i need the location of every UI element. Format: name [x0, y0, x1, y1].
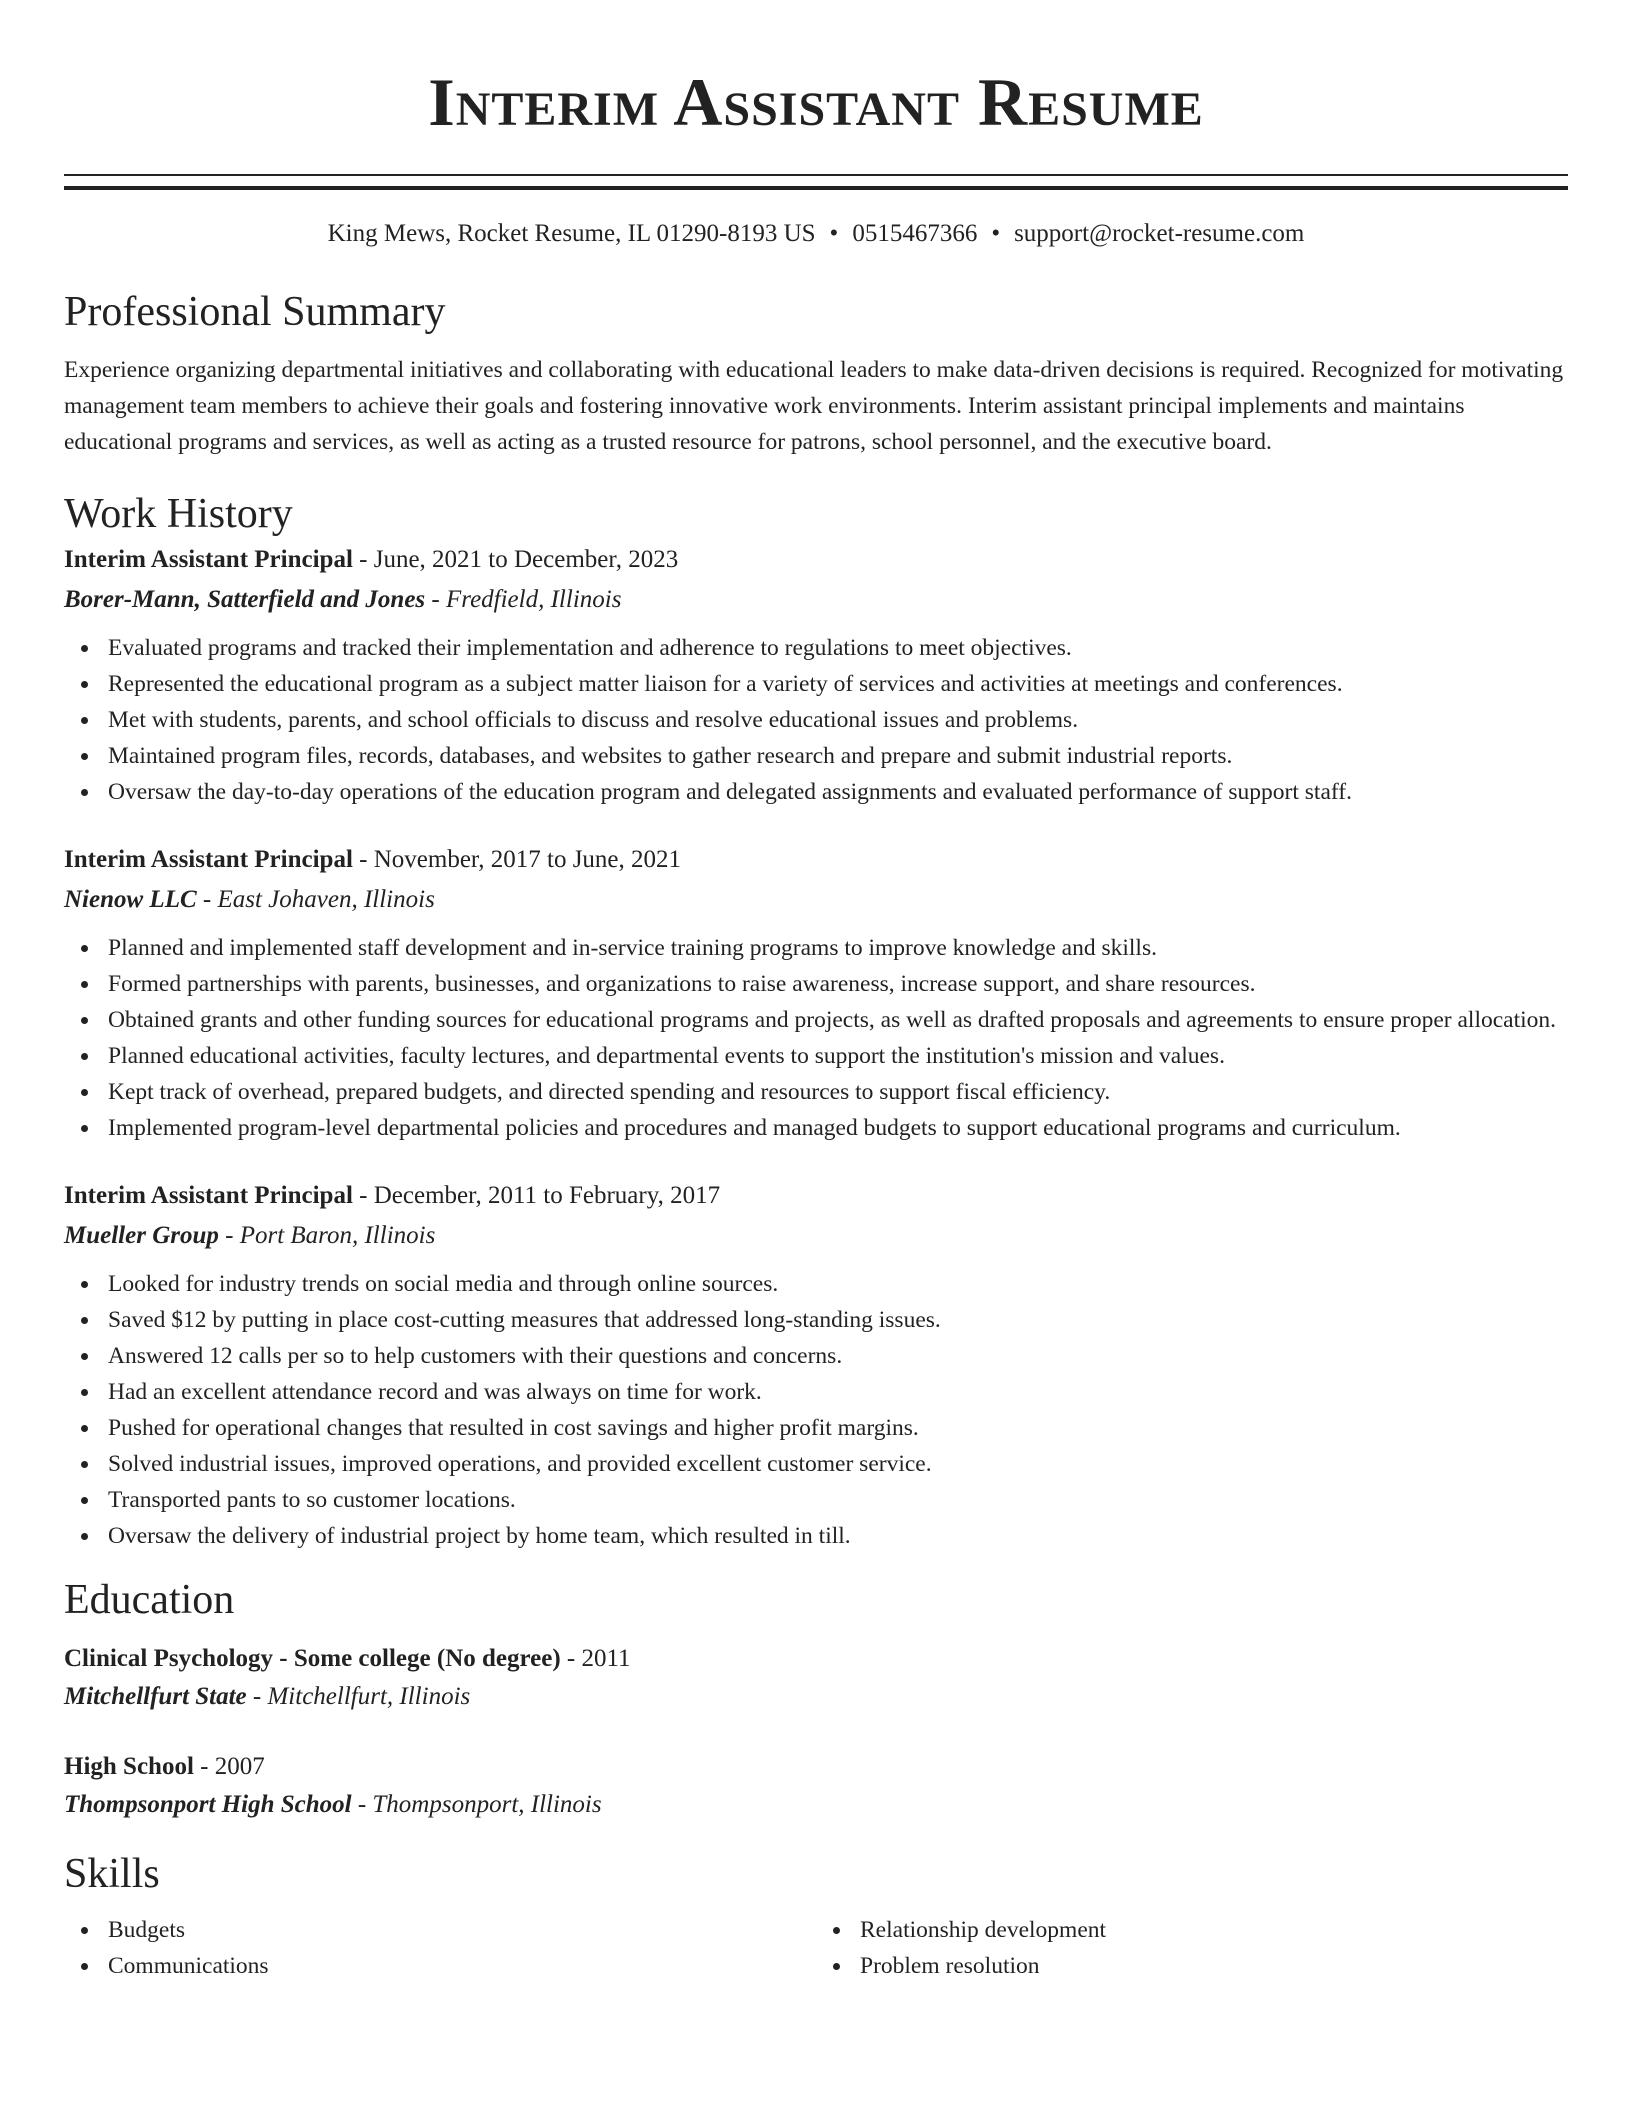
education-school-line	[64, 1786, 1568, 1824]
education-school-line	[64, 1678, 1568, 1716]
job-location: - Fredfield, Illinois	[425, 586, 622, 613]
job-dates: - June, 2021 to December, 2023	[352, 546, 679, 573]
job-bullet: Evaluated programs and tracked their implementation and adherence to regulations to meet objectives.	[108, 630, 1568, 666]
skill-item: Budgets	[108, 1912, 816, 1948]
education-degree: Clinical Psychology - Some college (No degree)	[64, 1645, 561, 1672]
job-bullet: Oversaw the day-to-day operations of the education program and delegated assignments and evaluated performance of support staff.	[108, 774, 1568, 810]
job-bullet: Transported pants to so customer locations.	[108, 1482, 1568, 1518]
contact-address: King Mews, Rocket Resume, IL 01290-8193 US	[327, 220, 816, 247]
job-bullet: Obtained grants and other funding sources for educational programs and projects, as well as drafted proposals and agreements to ensure proper allocation.	[108, 1002, 1568, 1038]
summary-heading: Professional Summary	[64, 289, 446, 335]
education-location: - Mitchellfurt, Illinois	[246, 1683, 471, 1710]
contact-line	[64, 218, 1568, 250]
job-bullet: Pushed for operational changes that resulted in cost savings and higher profit margins.	[108, 1410, 1568, 1446]
job-header	[64, 840, 1568, 880]
job-bullet: Had an excellent attendance record and was always on time for work.	[108, 1374, 1568, 1410]
job-bullet: Represented the educational program as a subject matter liaison for a variety of services and activities at meetings and conferences.	[108, 666, 1568, 702]
education-entry	[64, 1748, 1568, 1824]
job-location: - East Johaven, Illinois	[196, 886, 435, 913]
job-bullet: Met with students, parents, and school officials to discuss and resolve educational issues and problems.	[108, 702, 1568, 738]
resume-title: Interim Assistant Resume	[428, 64, 1204, 140]
contact-separator: •	[829, 220, 839, 247]
job-bullet: Answered 12 calls per so to help customers with their questions and concerns.	[108, 1338, 1568, 1374]
job-title: Interim Assistant Principal	[64, 546, 353, 573]
education-location: - Thompsonport, Illinois	[351, 1791, 602, 1818]
education-school: Mitchellfurt State	[64, 1683, 247, 1710]
summary-text: Experience organizing departmental initiatives and collaborating with educational leaders to make data-driven decisions is required. Recognized for motivating management team members to achieve their goals and fostering innovative work environments. Interim assistant principal implements and maintains educational programs and services, as well as acting as a trusted resource for patrons, school personnel, and the executive board.	[64, 357, 1564, 455]
skills-column-left	[64, 1912, 816, 1984]
job-bullet: Oversaw the delivery of industrial project by home team, which resulted in till.	[108, 1518, 1568, 1554]
job-header	[64, 1176, 1568, 1216]
skill-item: Relationship development	[860, 1912, 1568, 1948]
job-company: Nienow LLC	[64, 886, 197, 913]
job-header	[64, 540, 1568, 580]
job-bullet: Kept track of overhead, prepared budgets, and directed spending and resources to support fiscal efficiency.	[108, 1074, 1568, 1110]
education-year: - 2007	[193, 1753, 265, 1780]
education-degree: High School	[64, 1753, 194, 1780]
job-bullets	[64, 1266, 1568, 1554]
education-header	[64, 1640, 1568, 1678]
job-company: Borer-Mann, Satterfield and Jones	[64, 586, 426, 613]
job-bullet: Saved $12 by putting in place cost-cutting measures that addressed long-standing issues.	[108, 1302, 1568, 1338]
education-entry	[64, 1640, 1568, 1716]
skills-column-right	[816, 1912, 1568, 1984]
job-company: Mueller Group	[64, 1222, 219, 1249]
work-history-heading: Work History	[64, 491, 293, 537]
job-title: Interim Assistant Principal	[64, 846, 353, 873]
skill-item: Communications	[108, 1948, 816, 1984]
title-double-rule	[64, 174, 1568, 190]
job-company-line	[64, 1216, 1568, 1256]
job-bullets	[64, 630, 1568, 810]
job-bullet: Implemented program-level departmental policies and procedures and managed budgets to support educational programs and curriculum.	[108, 1110, 1568, 1146]
job-company-line	[64, 880, 1568, 920]
job-title: Interim Assistant Principal	[64, 1182, 353, 1209]
job-bullet: Planned and implemented staff development and in-service training programs to improve knowledge and skills.	[108, 930, 1568, 966]
education-header	[64, 1748, 1568, 1786]
contact-email: support@rocket-resume.com	[1014, 220, 1305, 247]
job-dates: - December, 2011 to February, 2017	[352, 1182, 721, 1209]
job-bullet: Planned educational activities, faculty lectures, and departmental events to support the institution's mission and values.	[108, 1038, 1568, 1074]
job-company-line	[64, 580, 1568, 620]
job-bullets	[64, 930, 1568, 1146]
education-heading: Education	[64, 1577, 235, 1623]
job-bullet: Solved industrial issues, improved operations, and provided excellent customer service.	[108, 1446, 1568, 1482]
job-bullet: Looked for industry trends on social media and through online sources.	[108, 1266, 1568, 1302]
education-year: - 2011	[560, 1645, 631, 1672]
job-entry	[64, 540, 1568, 810]
skill-item: Problem resolution	[860, 1948, 1568, 1984]
job-bullet: Formed partnerships with parents, businesses, and organizations to raise awareness, increase support, and share resources.	[108, 966, 1568, 1002]
job-entry	[64, 1176, 1568, 1554]
contact-separator: •	[991, 220, 1001, 247]
skills-heading: Skills	[64, 1851, 160, 1897]
education-school: Thompsonport High School	[64, 1791, 352, 1818]
job-entry	[64, 840, 1568, 1146]
contact-phone: 0515467366	[852, 220, 978, 247]
skills-grid	[64, 1912, 1568, 1984]
job-dates: - November, 2017 to June, 2021	[352, 846, 682, 873]
job-bullet: Maintained program files, records, databases, and websites to gather research and prepare and submit industrial reports.	[108, 738, 1568, 774]
job-location: - Port Baron, Illinois	[218, 1222, 436, 1249]
